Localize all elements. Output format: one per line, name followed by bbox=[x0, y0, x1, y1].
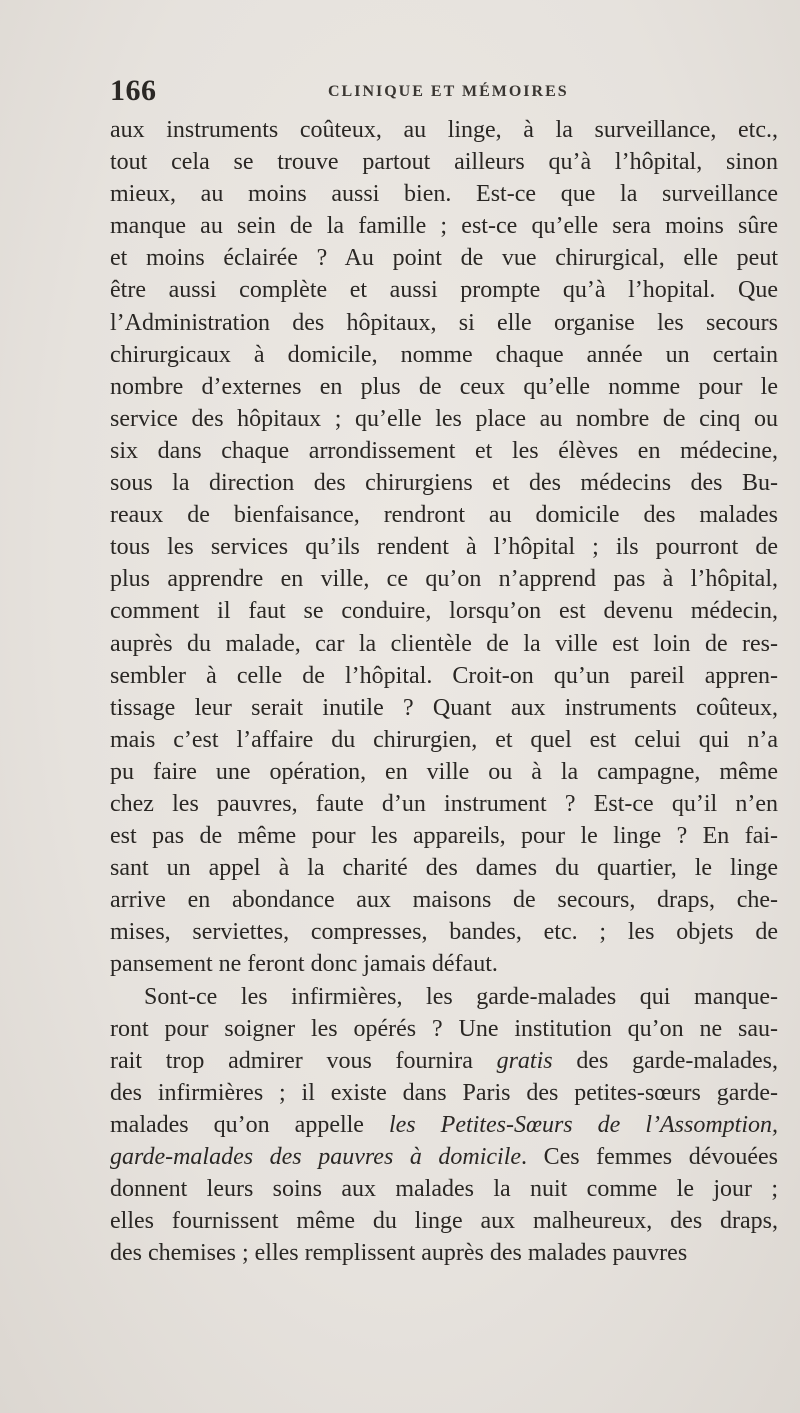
text-segment: rait trop admirer vous fournira bbox=[110, 1047, 497, 1074]
text-line bbox=[110, 531, 778, 563]
text-line bbox=[110, 274, 778, 306]
text-segment: des garde-malades, bbox=[552, 1047, 778, 1074]
text-line bbox=[110, 307, 778, 339]
text-segment: est pas de même pour les appareils, pour le linge ? En fai- bbox=[110, 823, 778, 850]
text-segment: aux instruments coûteux, au linge, à la surveillance, etc., bbox=[110, 117, 778, 143]
text-line bbox=[110, 114, 778, 146]
page-number: 166 bbox=[110, 74, 157, 107]
text-segment: sous la direction des chirurgiens et des médecins des Bu- bbox=[110, 470, 778, 497]
text-line bbox=[110, 692, 778, 724]
text-segment: sant un appel à la charité des dames du quartier, le linge bbox=[110, 855, 778, 882]
text-line bbox=[110, 1109, 778, 1141]
text-line bbox=[110, 1205, 778, 1237]
text-line bbox=[110, 595, 778, 627]
text-segment: malades qu’on appelle bbox=[110, 1111, 389, 1138]
text-segment: des infirmières ; il existe dans Paris des petites-sœurs garde- bbox=[110, 1079, 778, 1106]
text-segment: mieux, au moins aussi bien. Est-ce que la surveillance bbox=[110, 181, 778, 208]
text-segment: ront pour soigner les opérés ? Une institution qu’on ne sau- bbox=[110, 1015, 778, 1042]
text-line bbox=[110, 1013, 778, 1045]
text-segment: et moins éclairée ? Au point de vue chirurgical, elle peut bbox=[110, 245, 778, 272]
text-line bbox=[110, 242, 778, 274]
text-line bbox=[110, 563, 778, 595]
text-line bbox=[110, 852, 778, 884]
text-segment: mises, serviettes, compresses, bandes, etc. ; les objets de bbox=[110, 919, 778, 946]
text-line bbox=[110, 916, 778, 948]
text-line bbox=[110, 1077, 778, 1109]
text-segment: nombre d’externes en plus de ceux qu’elle nomme pour le bbox=[110, 373, 778, 400]
text-segment: plus apprendre en ville, ce qu’on n’apprend pas à l’hôpital, bbox=[110, 566, 778, 593]
text-line bbox=[110, 756, 778, 788]
text-segment: service des hôpitaux ; qu’elle les place au nombre de cinq ou bbox=[110, 405, 778, 432]
text-line bbox=[110, 1141, 778, 1173]
text-segment: . Ces femmes dévouées bbox=[521, 1144, 778, 1170]
text-segment: chirurgicaux à domicile, nomme chaque année un certain bbox=[110, 341, 778, 368]
text-line bbox=[110, 981, 778, 1013]
italic-text: les Petites-Sœurs de l’Assomption, bbox=[388, 1111, 778, 1138]
text-segment: pu faire une opération, en ville ou à la campagne, même bbox=[110, 758, 778, 785]
text-segment: tissage leur serait inutile ? Quant aux instruments coûteux, bbox=[110, 694, 778, 721]
text-line bbox=[110, 628, 778, 660]
text-line bbox=[110, 146, 778, 178]
text-line bbox=[110, 1237, 778, 1269]
text-line bbox=[110, 948, 778, 980]
text-line bbox=[110, 339, 778, 371]
text-segment: tout cela se trouve partout ailleurs qu’à l’hôpital, sinon bbox=[110, 149, 778, 176]
text-segment: tous les services qu’ils rendent à l’hôpital ; ils pourront de bbox=[110, 534, 778, 561]
text-segment: donnent leurs soins aux malades la nuit comme le jour ; bbox=[110, 1176, 778, 1203]
text-line bbox=[110, 371, 778, 403]
text-segment: elles fournissent même du linge aux malheureux, des draps, bbox=[110, 1208, 778, 1235]
text-segment: comment il faut se conduire, lorsqu’on est devenu médecin, bbox=[110, 598, 778, 625]
text-segment: être aussi complète et aussi prompte qu’à l’hopital. Que bbox=[110, 277, 778, 304]
text-segment: chez les pauvres, faute d’un instrument ? Est-ce qu’il n’en bbox=[110, 790, 778, 817]
page-header bbox=[110, 74, 790, 107]
text-segment: reaux de bienfaisance, rendront au domicile des malades bbox=[110, 502, 778, 529]
text-segment: pansement ne feront donc jamais défaut. bbox=[110, 951, 498, 978]
text-line bbox=[110, 467, 778, 499]
text-line bbox=[110, 210, 778, 242]
text-line bbox=[110, 884, 778, 916]
text-line bbox=[110, 403, 778, 435]
body-text bbox=[110, 114, 778, 1269]
text-segment: manque au sein de la famille ; est-ce qu’elle sera moins sûre bbox=[110, 213, 778, 240]
text-segment: arrive en abondance aux maisons de secours, draps, che- bbox=[110, 887, 778, 914]
text-line bbox=[110, 499, 778, 531]
text-segment: sembler à celle de l’hôpital. Croit-on qu’un pareil appren- bbox=[110, 662, 778, 689]
text-segment: l’Administration des hôpitaux, si elle organise les secours bbox=[110, 309, 778, 336]
text-segment: mais c’est l’affaire du chirurgien, et quel est celui qui n’a bbox=[110, 726, 778, 753]
italic-text: garde-malades des pauvres à domicile bbox=[110, 1144, 522, 1170]
text-line bbox=[110, 724, 778, 756]
text-segment: des chemises ; elles remplissent auprès des malades pauvres bbox=[110, 1240, 688, 1267]
text-line bbox=[110, 1045, 778, 1077]
running-title: CLINIQUE ET MÉMOIRES bbox=[328, 83, 569, 100]
text-segment: Sont-ce les infirmières, les garde-malades qui manque- bbox=[144, 983, 778, 1010]
text-segment: six dans chaque arrondissement et les élèves en médecine, bbox=[110, 437, 778, 464]
text-line bbox=[110, 788, 778, 820]
italic-text: gratis bbox=[496, 1047, 553, 1074]
text-line bbox=[110, 660, 778, 692]
text-segment: auprès du malade, car la clientèle de la ville est loin de res- bbox=[110, 630, 778, 657]
text-line bbox=[110, 178, 778, 210]
text-line bbox=[110, 1173, 778, 1205]
text-line bbox=[110, 820, 778, 852]
text-line bbox=[110, 435, 778, 467]
